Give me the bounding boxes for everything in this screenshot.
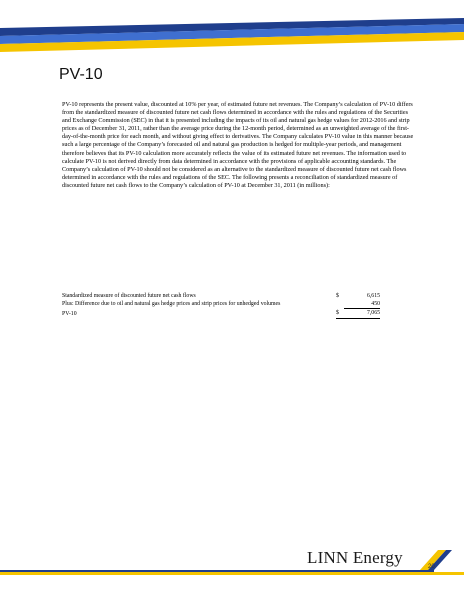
table-row-total bbox=[62, 309, 380, 319]
body-paragraph: PV-10 represents the present value, discounted at 10% per year, of estimated future net revenues. The Company’s calculation of PV-10 differs from the standardized measure of discounted future net cash flows determined in accordance with the rules and regulations of the Securities and Exchange Commission (SEC) in that it is presented including the impacts of its oil and natural gas hedge values for 2012-2016 and strip prices as of December 31, 2011, rather than the average price during the 12-month period, determined as an unweighted average of the first-day-of-the-month price for each month, and without giving effect to derivatives. The Company calculates PV-10 value in this manner because such a large percentage of the Company’s forecasted oil and natural gas production is hedged for multiple-year periods, and management therefore believes that its PV-10 calculation more accurately reflects the value of its estimated future net revenues. The information used to calculate PV-10 is not derived directly from data determined in accordance with the provisions of applicable accounting standards. The Company’s calculation of PV-10 should not be considered as an alternative to the standardized measure of discounted future net cash flows determined in accordance with the rules and regulations of the SEC. The following presents a reconciliation of standardized measure of discounted future net cash flows to the Company’s calculation of PV-10 at December 31, 2011 (in millions): bbox=[62, 101, 414, 189]
table-row bbox=[62, 293, 380, 301]
row-currency: $ bbox=[336, 309, 344, 319]
row-value: 6,615 bbox=[366, 293, 380, 299]
row-currency: $ bbox=[336, 293, 339, 299]
page-title: PV-10 bbox=[59, 66, 103, 83]
row-label: PV-10 bbox=[62, 310, 77, 317]
header-stripe-decoration bbox=[0, 0, 464, 60]
table-row bbox=[62, 301, 380, 309]
company-logo: LINN Energy bbox=[307, 548, 403, 567]
row-label: Plus: Difference due to oil and natural gas hedge prices and strip prices for unhedged volumes bbox=[62, 301, 281, 308]
row-value: 450 bbox=[344, 301, 380, 309]
row-value: 7,065 bbox=[344, 309, 380, 319]
reconciliation-table bbox=[62, 293, 380, 319]
page-number: 20 bbox=[428, 564, 435, 570]
row-currency bbox=[336, 301, 344, 309]
row-label: Standardized measure of discounted future net cash flows bbox=[62, 293, 196, 299]
